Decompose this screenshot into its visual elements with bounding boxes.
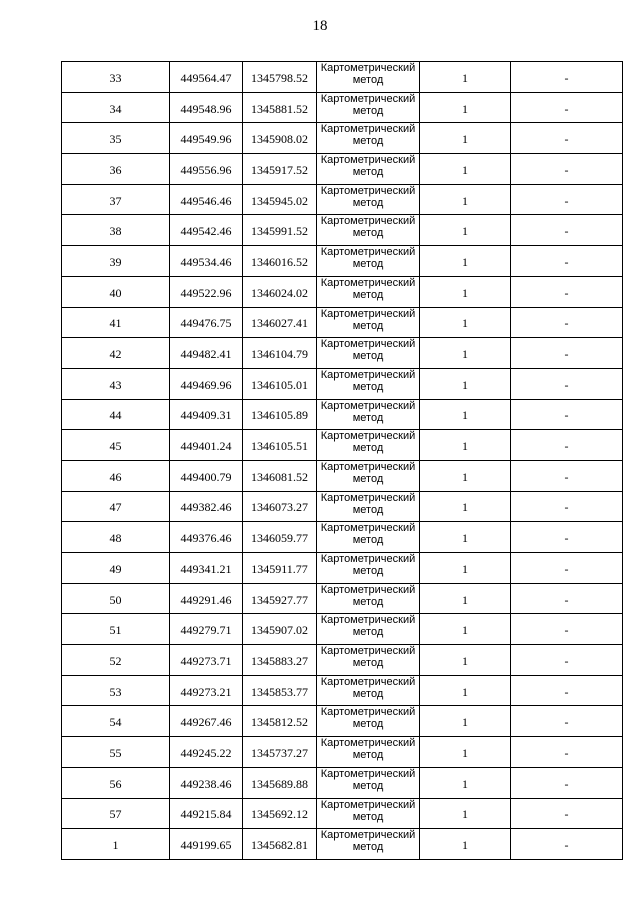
- note-cell: -: [511, 460, 623, 491]
- accuracy-cell: 1: [420, 460, 511, 491]
- table-row: [62, 62, 623, 93]
- y-coordinate-cell: 1345689.88: [243, 767, 317, 798]
- x-coordinate-cell: 449376.46: [170, 522, 243, 553]
- method-line-2: метод: [352, 779, 384, 792]
- note-cell: -: [511, 399, 623, 430]
- accuracy-cell: 1: [420, 798, 511, 829]
- method-cell: [317, 276, 420, 307]
- y-coordinate-cell: 1345798.52: [243, 62, 317, 93]
- table-row: [62, 614, 623, 645]
- table-row: [62, 307, 623, 338]
- note-cell: -: [511, 215, 623, 246]
- y-coordinate-cell: 1345853.77: [243, 675, 317, 706]
- method-line-1: Картометрический: [320, 368, 416, 381]
- x-coordinate-cell: 449245.22: [170, 737, 243, 768]
- y-coordinate-cell: 1346027.41: [243, 307, 317, 338]
- table-row: [62, 430, 623, 461]
- point-number-cell: 37: [62, 184, 170, 215]
- point-number-cell: 55: [62, 737, 170, 768]
- method-line-1: Картометрический: [320, 123, 416, 136]
- table-row: [62, 645, 623, 676]
- table-row: [62, 583, 623, 614]
- method-line-2: метод: [352, 227, 384, 240]
- note-cell: -: [511, 276, 623, 307]
- method-line-1: Картометрический: [320, 706, 416, 719]
- method-cell: [317, 675, 420, 706]
- y-coordinate-cell: 1346059.77: [243, 522, 317, 553]
- table-row: [62, 276, 623, 307]
- note-cell: -: [511, 522, 623, 553]
- method-cell: [317, 123, 420, 154]
- point-number-cell: 36: [62, 154, 170, 185]
- method-cell: [317, 368, 420, 399]
- accuracy-cell: 1: [420, 307, 511, 338]
- y-coordinate-cell: 1345991.52: [243, 215, 317, 246]
- method-line-2: метод: [352, 288, 384, 301]
- x-coordinate-cell: 449400.79: [170, 460, 243, 491]
- table-row: [62, 553, 623, 584]
- table-row: [62, 154, 623, 185]
- method-cell: [317, 92, 420, 123]
- method-line-2: метод: [352, 442, 384, 455]
- x-coordinate-cell: 449482.41: [170, 338, 243, 369]
- point-number-cell: 56: [62, 767, 170, 798]
- method-cell: [317, 614, 420, 645]
- table-row: [62, 368, 623, 399]
- method-cell: [317, 399, 420, 430]
- table-row: [62, 767, 623, 798]
- accuracy-cell: 1: [420, 614, 511, 645]
- method-line-2: метод: [352, 319, 384, 332]
- method-line-1: Картометрический: [320, 614, 416, 627]
- note-cell: -: [511, 706, 623, 737]
- point-number-cell: 39: [62, 246, 170, 277]
- note-cell: -: [511, 154, 623, 185]
- y-coordinate-cell: 1345911.77: [243, 553, 317, 584]
- y-coordinate-cell: 1346073.27: [243, 491, 317, 522]
- x-coordinate-cell: 449549.96: [170, 123, 243, 154]
- accuracy-cell: 1: [420, 338, 511, 369]
- method-cell: [317, 307, 420, 338]
- note-cell: -: [511, 829, 623, 860]
- note-cell: -: [511, 798, 623, 829]
- x-coordinate-cell: 449238.46: [170, 767, 243, 798]
- accuracy-cell: 1: [420, 583, 511, 614]
- method-line-2: метод: [352, 749, 384, 762]
- point-number-cell: 45: [62, 430, 170, 461]
- coordinates-table: [61, 61, 623, 860]
- method-line-1: Картометрический: [320, 399, 416, 412]
- note-cell: -: [511, 368, 623, 399]
- accuracy-cell: 1: [420, 276, 511, 307]
- accuracy-cell: 1: [420, 430, 511, 461]
- note-cell: -: [511, 583, 623, 614]
- accuracy-cell: 1: [420, 215, 511, 246]
- point-number-cell: 57: [62, 798, 170, 829]
- method-line-1: Картометрический: [320, 184, 416, 197]
- method-cell: [317, 522, 420, 553]
- accuracy-cell: 1: [420, 829, 511, 860]
- x-coordinate-cell: 449215.84: [170, 798, 243, 829]
- table-row: [62, 246, 623, 277]
- note-cell: -: [511, 62, 623, 93]
- note-cell: -: [511, 307, 623, 338]
- point-number-cell: 49: [62, 553, 170, 584]
- table-row: [62, 737, 623, 768]
- y-coordinate-cell: 1346104.79: [243, 338, 317, 369]
- note-cell: -: [511, 737, 623, 768]
- note-cell: -: [511, 767, 623, 798]
- point-number-cell: 53: [62, 675, 170, 706]
- method-line-2: метод: [352, 718, 384, 731]
- method-line-1: Картометрический: [320, 522, 416, 535]
- accuracy-cell: 1: [420, 675, 511, 706]
- accuracy-cell: 1: [420, 737, 511, 768]
- y-coordinate-cell: 1346105.51: [243, 430, 317, 461]
- x-coordinate-cell: 449546.46: [170, 184, 243, 215]
- accuracy-cell: 1: [420, 706, 511, 737]
- table-row: [62, 798, 623, 829]
- method-line-2: метод: [352, 74, 384, 86]
- y-coordinate-cell: 1345682.81: [243, 829, 317, 860]
- method-line-1: Картометрический: [320, 154, 416, 167]
- accuracy-cell: 1: [420, 522, 511, 553]
- table-row: [62, 215, 623, 246]
- page-number: 18: [312, 18, 328, 34]
- point-number-cell: 33: [62, 62, 170, 93]
- accuracy-cell: 1: [420, 399, 511, 430]
- accuracy-cell: 1: [420, 184, 511, 215]
- method-cell: [317, 767, 420, 798]
- method-line-1: Картометрический: [320, 583, 416, 596]
- method-cell: [317, 215, 420, 246]
- method-line-2: метод: [352, 350, 384, 363]
- point-number-cell: 35: [62, 123, 170, 154]
- accuracy-cell: 1: [420, 92, 511, 123]
- table-row: [62, 399, 623, 430]
- table-row: [62, 829, 623, 860]
- method-line-2: метод: [352, 841, 384, 854]
- y-coordinate-cell: 1346081.52: [243, 460, 317, 491]
- table-row: [62, 460, 623, 491]
- note-cell: -: [511, 430, 623, 461]
- method-line-2: метод: [352, 687, 384, 700]
- method-line-2: метод: [352, 503, 384, 516]
- method-cell: [317, 491, 420, 522]
- note-cell: -: [511, 123, 623, 154]
- x-coordinate-cell: 449542.46: [170, 215, 243, 246]
- y-coordinate-cell: 1345881.52: [243, 92, 317, 123]
- y-coordinate-cell: 1346016.52: [243, 246, 317, 277]
- method-line-1: Картометрический: [320, 215, 416, 228]
- note-cell: -: [511, 92, 623, 123]
- note-cell: -: [511, 614, 623, 645]
- method-line-1: Картометрический: [320, 553, 416, 565]
- table-row: [62, 491, 623, 522]
- method-cell: [317, 62, 420, 93]
- method-line-1: Картометрический: [320, 338, 416, 351]
- x-coordinate-cell: 449548.96: [170, 92, 243, 123]
- x-coordinate-cell: 449382.46: [170, 491, 243, 522]
- accuracy-cell: 1: [420, 491, 511, 522]
- table-row: [62, 706, 623, 737]
- accuracy-cell: 1: [420, 645, 511, 676]
- method-line-1: Картометрический: [320, 491, 416, 504]
- x-coordinate-cell: 449522.96: [170, 276, 243, 307]
- x-coordinate-cell: 449401.24: [170, 430, 243, 461]
- y-coordinate-cell: 1345737.27: [243, 737, 317, 768]
- method-cell: [317, 829, 420, 860]
- x-coordinate-cell: 449469.96: [170, 368, 243, 399]
- note-cell: -: [511, 184, 623, 215]
- x-coordinate-cell: 449341.21: [170, 553, 243, 584]
- accuracy-cell: 1: [420, 767, 511, 798]
- y-coordinate-cell: 1345945.02: [243, 184, 317, 215]
- method-line-1: Картометрический: [320, 675, 416, 688]
- method-line-1: Картометрический: [320, 798, 416, 811]
- method-line-2: метод: [352, 196, 384, 209]
- point-number-cell: 50: [62, 583, 170, 614]
- method-line-2: метод: [352, 472, 384, 485]
- method-line-1: Картометрический: [320, 276, 416, 289]
- y-coordinate-cell: 1346105.01: [243, 368, 317, 399]
- method-line-1: Картометрический: [320, 767, 416, 780]
- method-line-1: Картометрический: [320, 62, 416, 74]
- x-coordinate-cell: 449476.75: [170, 307, 243, 338]
- table-row: [62, 675, 623, 706]
- table-row: [62, 184, 623, 215]
- method-line-2: метод: [352, 657, 384, 670]
- point-number-cell: 40: [62, 276, 170, 307]
- method-cell: [317, 460, 420, 491]
- point-number-cell: 48: [62, 522, 170, 553]
- method-line-1: Картометрический: [320, 829, 416, 842]
- method-line-2: метод: [352, 626, 384, 639]
- method-line-2: метод: [352, 380, 384, 393]
- method-cell: [317, 737, 420, 768]
- accuracy-cell: 1: [420, 553, 511, 584]
- method-cell: [317, 338, 420, 369]
- method-cell: [317, 184, 420, 215]
- accuracy-cell: 1: [420, 246, 511, 277]
- method-cell: [317, 706, 420, 737]
- method-line-1: Картометрический: [320, 307, 416, 320]
- method-line-1: Картометрический: [320, 460, 416, 473]
- method-cell: [317, 246, 420, 277]
- method-line-1: Картометрический: [320, 246, 416, 259]
- point-number-cell: 46: [62, 460, 170, 491]
- method-line-2: метод: [352, 534, 384, 547]
- table-row: [62, 338, 623, 369]
- method-line-2: метод: [352, 135, 384, 148]
- point-number-cell: 43: [62, 368, 170, 399]
- note-cell: -: [511, 553, 623, 584]
- y-coordinate-cell: 1345883.27: [243, 645, 317, 676]
- method-cell: [317, 154, 420, 185]
- method-line-1: Картометрический: [320, 645, 416, 658]
- method-cell: [317, 553, 420, 584]
- method-line-1: Картометрический: [320, 737, 416, 750]
- y-coordinate-cell: 1345692.12: [243, 798, 317, 829]
- note-cell: -: [511, 246, 623, 277]
- note-cell: -: [511, 675, 623, 706]
- method-line-1: Картометрический: [320, 92, 416, 105]
- x-coordinate-cell: 449279.71: [170, 614, 243, 645]
- y-coordinate-cell: 1345927.77: [243, 583, 317, 614]
- method-cell: [317, 430, 420, 461]
- method-line-1: Картометрический: [320, 430, 416, 443]
- point-number-cell: 54: [62, 706, 170, 737]
- y-coordinate-cell: 1346105.89: [243, 399, 317, 430]
- point-number-cell: 44: [62, 399, 170, 430]
- y-coordinate-cell: 1345907.02: [243, 614, 317, 645]
- point-number-cell: 51: [62, 614, 170, 645]
- method-line-2: метод: [352, 565, 384, 577]
- x-coordinate-cell: 449267.46: [170, 706, 243, 737]
- table-row: [62, 123, 623, 154]
- accuracy-cell: 1: [420, 62, 511, 93]
- method-line-2: метод: [352, 810, 384, 823]
- x-coordinate-cell: 449273.71: [170, 645, 243, 676]
- x-coordinate-cell: 449409.31: [170, 399, 243, 430]
- method-line-2: метод: [352, 595, 384, 608]
- x-coordinate-cell: 449199.65: [170, 829, 243, 860]
- accuracy-cell: 1: [420, 368, 511, 399]
- x-coordinate-cell: 449556.96: [170, 154, 243, 185]
- y-coordinate-cell: 1346024.02: [243, 276, 317, 307]
- y-coordinate-cell: 1345908.02: [243, 123, 317, 154]
- point-number-cell: 1: [62, 829, 170, 860]
- point-number-cell: 34: [62, 92, 170, 123]
- y-coordinate-cell: 1345917.52: [243, 154, 317, 185]
- x-coordinate-cell: 449534.46: [170, 246, 243, 277]
- table-row: [62, 92, 623, 123]
- x-coordinate-cell: 449291.46: [170, 583, 243, 614]
- method-line-2: метод: [352, 166, 384, 179]
- table-row: [62, 522, 623, 553]
- x-coordinate-cell: 449273.21: [170, 675, 243, 706]
- method-line-2: метод: [352, 258, 384, 271]
- method-line-2: метод: [352, 411, 384, 424]
- point-number-cell: 47: [62, 491, 170, 522]
- method-cell: [317, 645, 420, 676]
- method-cell: [317, 583, 420, 614]
- x-coordinate-cell: 449564.47: [170, 62, 243, 93]
- note-cell: -: [511, 338, 623, 369]
- method-cell: [317, 798, 420, 829]
- y-coordinate-cell: 1345812.52: [243, 706, 317, 737]
- point-number-cell: 41: [62, 307, 170, 338]
- method-line-2: метод: [352, 104, 384, 117]
- table-body: [62, 62, 623, 860]
- point-number-cell: 38: [62, 215, 170, 246]
- accuracy-cell: 1: [420, 154, 511, 185]
- point-number-cell: 42: [62, 338, 170, 369]
- note-cell: -: [511, 491, 623, 522]
- note-cell: -: [511, 645, 623, 676]
- accuracy-cell: 1: [420, 123, 511, 154]
- point-number-cell: 52: [62, 645, 170, 676]
